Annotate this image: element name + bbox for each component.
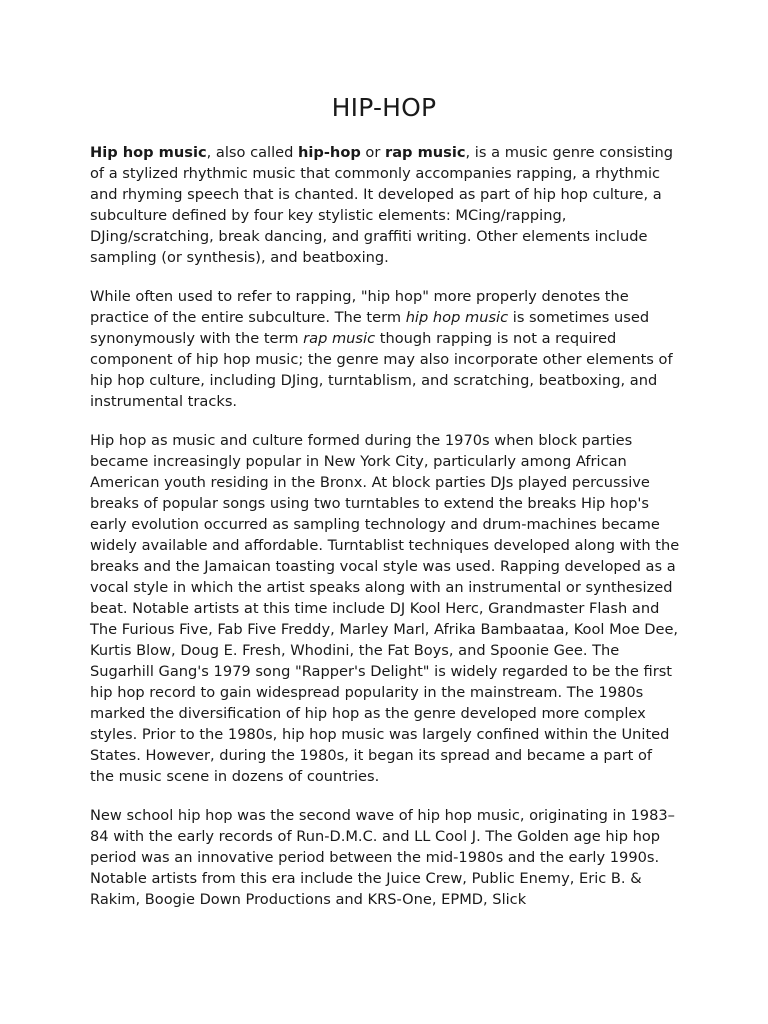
term-rap-music: rap music: [385, 144, 466, 161]
paragraph-terminology: [90, 286, 680, 412]
paragraph-intro: [90, 142, 680, 268]
italic-term-rap-music: rap music: [303, 330, 376, 347]
italic-term-hip-hop-music: hip hop music: [405, 309, 509, 326]
document-body: [90, 142, 680, 928]
paragraph-history: Hip hop as music and culture formed during the 1970s when block parties became increasingly popular in New York City, particularly among African American youth residing in the Bronx. At block parties DJs played percussive breaks of popular songs using two turntables to extend the breaks Hip hop's early evolution occurred as sampling technology and drum-machines became widely available and affordable. Turntablist techniques developed along with the breaks and the Jamaican toasting vocal style was used. Rapping developed as a vocal style in which the artist speaks along with an instrumental or synthesized beat. Notable artists at this time include DJ Kool Herc, Grandmaster Flash and The Furious Five, Fab Five Freddy, Marley Marl, Afrika Bambaataa, Kool Moe Dee, Kurtis Blow, Doug E. Fresh, Whodini, the Fat Boys, and Spoonie Gee. The Sugarhill Gang's 1979 song "Rapper's Delight" is widely regarded to be the first hip hop record to gain widespread popularity in the mainstream. The 1980s marked the diversification of hip hop as the genre developed more complex styles. Prior to the 1980s, hip hop music was largely confined within the United States. However, during the 1980s, it began its spread and became a part of the music scene in dozens of countries.: [90, 432, 680, 785]
paragraph-text: While often used to refer to rapping, "hip hop" more properly denotes the practice of the entire subculture. The term: [90, 288, 629, 326]
paragraph-text: or: [360, 144, 386, 161]
paragraph-new-school: New school hip hop was the second wave of hip hop music, originating in 1983–84 with the early records of Run-D.M.C. and LL Cool J. The Golden age hip hop period was an innovative period between the mid-1980s and the early 1990s. Notable artists from this era include the Juice Crew, Public Enemy, Eric B. & Rakim, Boogie Down Productions and KRS-One, EPMD, Slick: [90, 807, 675, 908]
term-hip-hop: hip-hop: [298, 144, 361, 161]
page-title: HIP-HOP: [331, 93, 437, 122]
term-hip-hop-music: Hip hop music: [90, 144, 207, 161]
paragraph-text: is sometimes used synonymously with the term: [90, 309, 650, 347]
paragraph-text: though rapping is not a required component of hip hop music; the genre may also incorporate other elements of hip hop culture, including DJing, turntablism, and scratching, beatboxing, and instrumental tracks.: [90, 330, 673, 410]
paragraph-text: , is a music genre consisting of a stylized rhythmic music that commonly accompanies rapping, a rhythmic and rhyming speech that is chanted. It developed as part of hip hop culture, a subculture defined by four key stylistic elements: MCing/rapping, DJing/scratching, break dancing, and graffiti writing. Other elements include sampling (or synthesis), and beatboxing.: [90, 144, 674, 266]
paragraph-text: , also called: [206, 144, 299, 161]
